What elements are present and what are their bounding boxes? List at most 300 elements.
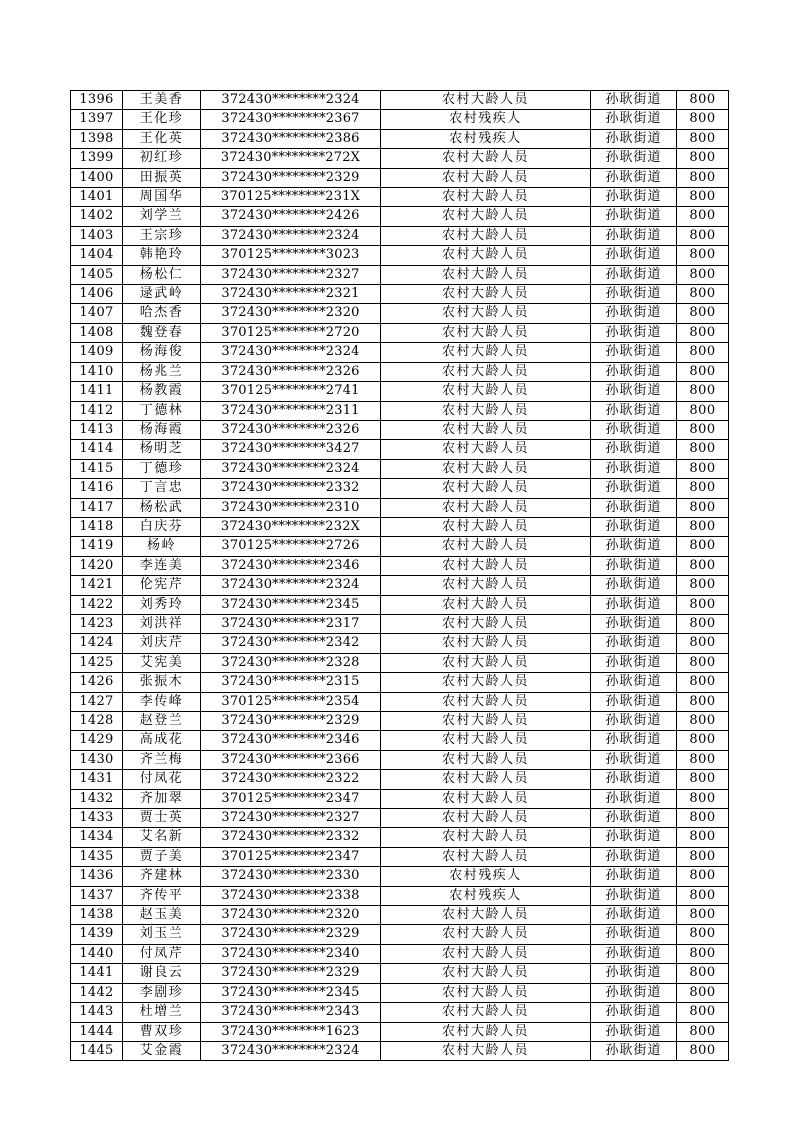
cell-category: 农村大龄人员 [381, 459, 591, 478]
cell-amount: 800 [677, 1003, 729, 1022]
cell-category: 农村大龄人员 [381, 1003, 591, 1022]
cell-sequence: 1410 [71, 362, 123, 381]
cell-id-number: 372430********2367 [201, 110, 381, 129]
cell-name: 丁德珍 [123, 459, 201, 478]
cell-id-number: 372430********2329 [201, 712, 381, 731]
cell-id-number: 372430********272X [201, 149, 381, 168]
cell-sequence: 1422 [71, 595, 123, 614]
cell-amount: 800 [677, 479, 729, 498]
cell-amount: 800 [677, 731, 729, 750]
cell-sequence: 1401 [71, 188, 123, 207]
cell-id-number: 372430********2346 [201, 731, 381, 750]
cell-amount: 800 [677, 556, 729, 575]
cell-amount: 800 [677, 653, 729, 672]
cell-name: 齐传平 [123, 886, 201, 905]
cell-category: 农村大龄人员 [381, 168, 591, 187]
table-row [71, 556, 729, 575]
cell-name: 王宗珍 [123, 226, 201, 245]
cell-sequence: 1441 [71, 964, 123, 983]
cell-id-number: 372430********2328 [201, 653, 381, 672]
cell-category: 农村大龄人员 [381, 498, 591, 517]
table-row [71, 770, 729, 789]
cell-category: 农村大龄人员 [381, 207, 591, 226]
cell-amount: 800 [677, 789, 729, 808]
cell-sequence: 1426 [71, 673, 123, 692]
cell-area: 孙耿街道 [591, 246, 677, 265]
cell-sequence: 1433 [71, 809, 123, 828]
cell-category: 农村大龄人员 [381, 828, 591, 847]
cell-amount: 800 [677, 91, 729, 110]
cell-name: 曹双珍 [123, 1022, 201, 1041]
cell-category: 农村大龄人员 [381, 188, 591, 207]
table-row [71, 983, 729, 1002]
cell-category: 农村大龄人员 [381, 285, 591, 304]
cell-area: 孙耿街道 [591, 847, 677, 866]
cell-id-number: 372430********2327 [201, 265, 381, 284]
cell-sequence: 1398 [71, 129, 123, 148]
cell-name: 杨松仁 [123, 265, 201, 284]
cell-sequence: 1417 [71, 498, 123, 517]
cell-area: 孙耿街道 [591, 576, 677, 595]
cell-amount: 800 [677, 537, 729, 556]
cell-name: 杨海霞 [123, 420, 201, 439]
cell-amount: 800 [677, 226, 729, 245]
cell-id-number: 372430********2426 [201, 207, 381, 226]
table-row [71, 362, 729, 381]
cell-sequence: 1435 [71, 847, 123, 866]
cell-area: 孙耿街道 [591, 304, 677, 323]
cell-area: 孙耿街道 [591, 789, 677, 808]
cell-amount: 800 [677, 673, 729, 692]
cell-area: 孙耿街道 [591, 343, 677, 362]
cell-name: 张振木 [123, 673, 201, 692]
cell-amount: 800 [677, 828, 729, 847]
cell-sequence: 1423 [71, 614, 123, 633]
cell-area: 孙耿街道 [591, 1041, 677, 1060]
cell-amount: 800 [677, 517, 729, 536]
cell-name: 刘学兰 [123, 207, 201, 226]
cell-name: 韩艳玲 [123, 246, 201, 265]
cell-area: 孙耿街道 [591, 498, 677, 517]
cell-area: 孙耿街道 [591, 828, 677, 847]
cell-id-number: 372430********2326 [201, 420, 381, 439]
cell-name: 刘秀玲 [123, 595, 201, 614]
cell-id-number: 372430********2324 [201, 226, 381, 245]
cell-id-number: 372430********2324 [201, 91, 381, 110]
cell-category: 农村大龄人员 [381, 343, 591, 362]
roster-table-body [71, 91, 729, 1061]
cell-category: 农村大龄人员 [381, 556, 591, 575]
cell-id-number: 372430********2321 [201, 285, 381, 304]
cell-name: 贾子美 [123, 847, 201, 866]
cell-area: 孙耿街道 [591, 110, 677, 129]
cell-sequence: 1408 [71, 323, 123, 342]
cell-name: 谢良云 [123, 964, 201, 983]
cell-amount: 800 [677, 110, 729, 129]
cell-amount: 800 [677, 770, 729, 789]
cell-sequence: 1419 [71, 537, 123, 556]
cell-sequence: 1428 [71, 712, 123, 731]
cell-id-number: 370125********2720 [201, 323, 381, 342]
cell-amount: 800 [677, 459, 729, 478]
cell-amount: 800 [677, 401, 729, 420]
cell-name: 付凤芹 [123, 944, 201, 963]
table-row [71, 129, 729, 148]
cell-amount: 800 [677, 285, 729, 304]
cell-category: 农村大龄人员 [381, 1022, 591, 1041]
cell-amount: 800 [677, 847, 729, 866]
cell-name: 杨海俊 [123, 343, 201, 362]
cell-name: 白庆芬 [123, 517, 201, 536]
cell-sequence: 1438 [71, 906, 123, 925]
cell-id-number: 372430********2320 [201, 304, 381, 323]
cell-id-number: 372430********2324 [201, 1041, 381, 1060]
cell-area: 孙耿街道 [591, 731, 677, 750]
cell-name: 李传峰 [123, 692, 201, 711]
cell-sequence: 1425 [71, 653, 123, 672]
cell-amount: 800 [677, 362, 729, 381]
table-row [71, 285, 729, 304]
cell-id-number: 372430********2366 [201, 750, 381, 769]
cell-sequence: 1409 [71, 343, 123, 362]
cell-name: 初红珍 [123, 149, 201, 168]
cell-name: 周国华 [123, 188, 201, 207]
cell-category: 农村大龄人员 [381, 925, 591, 944]
cell-amount: 800 [677, 420, 729, 439]
cell-id-number: 372430********1623 [201, 1022, 381, 1041]
cell-amount: 800 [677, 1041, 729, 1060]
table-row [71, 323, 729, 342]
cell-sequence: 1431 [71, 770, 123, 789]
cell-name: 王化英 [123, 129, 201, 148]
cell-amount: 800 [677, 129, 729, 148]
cell-name: 付凤花 [123, 770, 201, 789]
cell-id-number: 372430********2326 [201, 362, 381, 381]
cell-name: 赵登兰 [123, 712, 201, 731]
cell-id-number: 370125********2354 [201, 692, 381, 711]
cell-name: 李连美 [123, 556, 201, 575]
cell-area: 孙耿街道 [591, 226, 677, 245]
cell-area: 孙耿街道 [591, 168, 677, 187]
cell-id-number: 370125********2741 [201, 382, 381, 401]
cell-area: 孙耿街道 [591, 925, 677, 944]
table-row [71, 188, 729, 207]
cell-category: 农村大龄人员 [381, 983, 591, 1002]
cell-sequence: 1440 [71, 944, 123, 963]
cell-category: 农村大龄人员 [381, 576, 591, 595]
cell-sequence: 1432 [71, 789, 123, 808]
table-row [71, 343, 729, 362]
cell-area: 孙耿街道 [591, 944, 677, 963]
cell-sequence: 1396 [71, 91, 123, 110]
table-row [71, 634, 729, 653]
cell-id-number: 372430********2345 [201, 595, 381, 614]
cell-id-number: 372430********2330 [201, 867, 381, 886]
cell-amount: 800 [677, 343, 729, 362]
cell-name: 赵玉美 [123, 906, 201, 925]
cell-area: 孙耿街道 [591, 440, 677, 459]
cell-name: 齐建林 [123, 867, 201, 886]
cell-area: 孙耿街道 [591, 129, 677, 148]
cell-sequence: 1403 [71, 226, 123, 245]
table-row [71, 479, 729, 498]
cell-sequence: 1415 [71, 459, 123, 478]
cell-category: 农村大龄人员 [381, 634, 591, 653]
cell-name: 杜增兰 [123, 1003, 201, 1022]
cell-name: 哈杰香 [123, 304, 201, 323]
cell-amount: 800 [677, 595, 729, 614]
cell-category: 农村大龄人员 [381, 692, 591, 711]
cell-id-number: 372430********2342 [201, 634, 381, 653]
cell-amount: 800 [677, 964, 729, 983]
cell-amount: 800 [677, 265, 729, 284]
cell-category: 农村残疾人 [381, 110, 591, 129]
cell-sequence: 1407 [71, 304, 123, 323]
cell-sequence: 1400 [71, 168, 123, 187]
cell-id-number: 370125********2726 [201, 537, 381, 556]
cell-category: 农村大龄人员 [381, 750, 591, 769]
cell-sequence: 1411 [71, 382, 123, 401]
cell-area: 孙耿街道 [591, 459, 677, 478]
cell-sequence: 1424 [71, 634, 123, 653]
cell-id-number: 372430********2346 [201, 556, 381, 575]
cell-name: 王美香 [123, 91, 201, 110]
cell-category: 农村大龄人员 [381, 265, 591, 284]
table-row [71, 420, 729, 439]
cell-area: 孙耿街道 [591, 188, 677, 207]
cell-area: 孙耿街道 [591, 964, 677, 983]
cell-amount: 800 [677, 750, 729, 769]
cell-category: 农村大龄人员 [381, 789, 591, 808]
cell-amount: 800 [677, 634, 729, 653]
cell-name: 王化珍 [123, 110, 201, 129]
cell-category: 农村大龄人员 [381, 517, 591, 536]
cell-sequence: 1437 [71, 886, 123, 905]
cell-amount: 800 [677, 149, 729, 168]
table-row [71, 382, 729, 401]
cell-area: 孙耿街道 [591, 906, 677, 925]
cell-id-number: 372430********2386 [201, 129, 381, 148]
cell-area: 孙耿街道 [591, 1003, 677, 1022]
cell-name: 杨兆兰 [123, 362, 201, 381]
cell-amount: 800 [677, 944, 729, 963]
roster-table-container [70, 90, 728, 1061]
cell-category: 农村大龄人员 [381, 246, 591, 265]
cell-area: 孙耿街道 [591, 595, 677, 614]
cell-id-number: 372430********2345 [201, 983, 381, 1002]
cell-area: 孙耿街道 [591, 1022, 677, 1041]
cell-area: 孙耿街道 [591, 983, 677, 1002]
cell-id-number: 370125********3023 [201, 246, 381, 265]
cell-id-number: 370125********2347 [201, 789, 381, 808]
cell-sequence: 1414 [71, 440, 123, 459]
cell-amount: 800 [677, 576, 729, 595]
table-row [71, 537, 729, 556]
cell-area: 孙耿街道 [591, 207, 677, 226]
cell-category: 农村大龄人员 [381, 149, 591, 168]
cell-area: 孙耿街道 [591, 712, 677, 731]
cell-sequence: 1444 [71, 1022, 123, 1041]
cell-amount: 800 [677, 614, 729, 633]
table-row [71, 653, 729, 672]
cell-id-number: 372430********2324 [201, 576, 381, 595]
cell-area: 孙耿街道 [591, 285, 677, 304]
cell-category: 农村大龄人员 [381, 847, 591, 866]
table-row [71, 459, 729, 478]
cell-category: 农村大龄人员 [381, 1041, 591, 1060]
cell-area: 孙耿街道 [591, 401, 677, 420]
cell-category: 农村大龄人员 [381, 440, 591, 459]
cell-amount: 800 [677, 498, 729, 517]
cell-area: 孙耿街道 [591, 886, 677, 905]
cell-amount: 800 [677, 188, 729, 207]
table-row [71, 110, 729, 129]
cell-id-number: 372430********2343 [201, 1003, 381, 1022]
cell-category: 农村大龄人员 [381, 323, 591, 342]
cell-area: 孙耿街道 [591, 556, 677, 575]
cell-amount: 800 [677, 692, 729, 711]
cell-name: 高成花 [123, 731, 201, 750]
cell-id-number: 372430********2329 [201, 964, 381, 983]
cell-category: 农村残疾人 [381, 886, 591, 905]
table-row [71, 692, 729, 711]
table-row [71, 809, 729, 828]
cell-amount: 800 [677, 207, 729, 226]
cell-amount: 800 [677, 867, 729, 886]
cell-category: 农村大龄人员 [381, 809, 591, 828]
cell-sequence: 1405 [71, 265, 123, 284]
cell-id-number: 372430********2317 [201, 614, 381, 633]
cell-category: 农村大龄人员 [381, 537, 591, 556]
cell-area: 孙耿街道 [591, 479, 677, 498]
cell-id-number: 372430********2324 [201, 343, 381, 362]
cell-amount: 800 [677, 809, 729, 828]
table-row [71, 925, 729, 944]
cell-name: 李剧珍 [123, 983, 201, 1002]
cell-id-number: 372430********2340 [201, 944, 381, 963]
cell-name: 杨明芝 [123, 440, 201, 459]
roster-table [70, 90, 729, 1061]
cell-area: 孙耿街道 [591, 770, 677, 789]
cell-category: 农村大龄人员 [381, 91, 591, 110]
cell-area: 孙耿街道 [591, 382, 677, 401]
cell-amount: 800 [677, 1022, 729, 1041]
cell-sequence: 1418 [71, 517, 123, 536]
cell-area: 孙耿街道 [591, 809, 677, 828]
cell-area: 孙耿街道 [591, 614, 677, 633]
table-row [71, 207, 729, 226]
table-row [71, 440, 729, 459]
cell-id-number: 372430********2324 [201, 459, 381, 478]
cell-area: 孙耿街道 [591, 867, 677, 886]
cell-name: 丁言忠 [123, 479, 201, 498]
cell-sequence: 1436 [71, 867, 123, 886]
table-row [71, 847, 729, 866]
cell-name: 魏登春 [123, 323, 201, 342]
cell-amount: 800 [677, 304, 729, 323]
cell-name: 贾士英 [123, 809, 201, 828]
table-row [71, 1041, 729, 1060]
cell-sequence: 1421 [71, 576, 123, 595]
cell-name: 丁德林 [123, 401, 201, 420]
table-row [71, 498, 729, 517]
cell-category: 农村大龄人员 [381, 382, 591, 401]
cell-name: 杨岭 [123, 537, 201, 556]
table-row [71, 731, 729, 750]
cell-category: 农村残疾人 [381, 129, 591, 148]
table-row [71, 226, 729, 245]
cell-category: 农村大龄人员 [381, 226, 591, 245]
cell-id-number: 372430********2332 [201, 479, 381, 498]
cell-sequence: 1439 [71, 925, 123, 944]
cell-category: 农村大龄人员 [381, 614, 591, 633]
table-row [71, 944, 729, 963]
cell-name: 艾名新 [123, 828, 201, 847]
table-row [71, 265, 729, 284]
cell-amount: 800 [677, 886, 729, 905]
cell-id-number: 372430********3427 [201, 440, 381, 459]
cell-category: 农村大龄人员 [381, 401, 591, 420]
cell-name: 艾宪美 [123, 653, 201, 672]
table-row [71, 304, 729, 323]
cell-id-number: 372430********2329 [201, 168, 381, 187]
cell-area: 孙耿街道 [591, 750, 677, 769]
cell-name: 刘庆芹 [123, 634, 201, 653]
cell-sequence: 1429 [71, 731, 123, 750]
table-row [71, 595, 729, 614]
table-row [71, 886, 729, 905]
cell-sequence: 1442 [71, 983, 123, 1002]
cell-category: 农村大龄人员 [381, 420, 591, 439]
table-row [71, 168, 729, 187]
table-row [71, 750, 729, 769]
cell-name: 刘玉兰 [123, 925, 201, 944]
cell-area: 孙耿街道 [591, 362, 677, 381]
cell-sequence: 1406 [71, 285, 123, 304]
cell-area: 孙耿街道 [591, 265, 677, 284]
cell-amount: 800 [677, 925, 729, 944]
cell-id-number: 370125********2347 [201, 847, 381, 866]
cell-sequence: 1413 [71, 420, 123, 439]
cell-sequence: 1430 [71, 750, 123, 769]
cell-id-number: 372430********2332 [201, 828, 381, 847]
cell-sequence: 1402 [71, 207, 123, 226]
cell-amount: 800 [677, 246, 729, 265]
cell-area: 孙耿街道 [591, 692, 677, 711]
table-row [71, 789, 729, 808]
cell-area: 孙耿街道 [591, 653, 677, 672]
cell-sequence: 1434 [71, 828, 123, 847]
cell-area: 孙耿街道 [591, 517, 677, 536]
cell-amount: 800 [677, 440, 729, 459]
cell-amount: 800 [677, 382, 729, 401]
cell-category: 农村大龄人员 [381, 362, 591, 381]
cell-id-number: 372430********2322 [201, 770, 381, 789]
cell-sequence: 1412 [71, 401, 123, 420]
cell-id-number: 372430********2310 [201, 498, 381, 517]
cell-id-number: 372430********232X [201, 517, 381, 536]
cell-sequence: 1427 [71, 692, 123, 711]
cell-id-number: 372430********2338 [201, 886, 381, 905]
cell-id-number: 372430********2320 [201, 906, 381, 925]
cell-name: 艾金霞 [123, 1041, 201, 1060]
cell-id-number: 372430********2329 [201, 925, 381, 944]
cell-area: 孙耿街道 [591, 323, 677, 342]
cell-area: 孙耿街道 [591, 634, 677, 653]
cell-amount: 800 [677, 906, 729, 925]
cell-id-number: 372430********2315 [201, 673, 381, 692]
table-row [71, 576, 729, 595]
